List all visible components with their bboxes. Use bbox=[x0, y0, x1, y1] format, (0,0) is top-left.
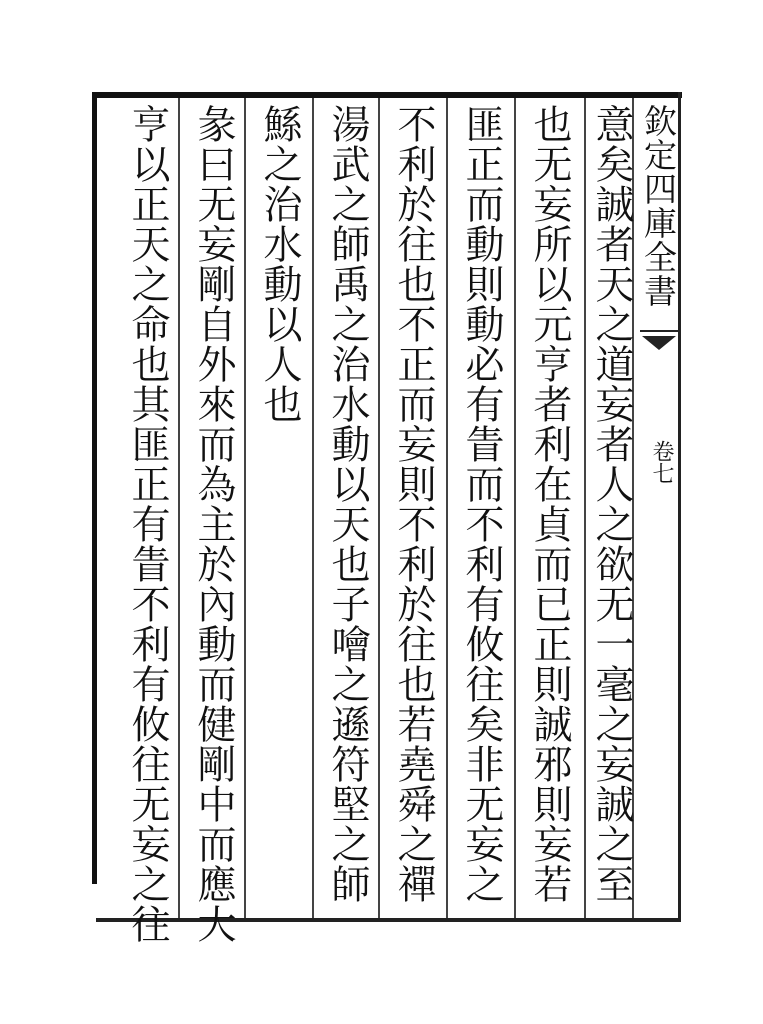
text-column-4: 不利於往也不正而妄則不利於往也若堯舜之禪 bbox=[391, 104, 436, 904]
column-rule bbox=[312, 98, 314, 918]
frame-left-border bbox=[92, 92, 97, 884]
text-column-7: 彖曰无妄剛自外來而為主於內動而健剛中而應大 bbox=[191, 104, 236, 944]
frame-right-border bbox=[678, 92, 681, 922]
frame-top-border bbox=[92, 92, 682, 98]
text-column-8: 亨以正天之命也其匪正有眚不利有攸往无妄之往 bbox=[125, 104, 170, 944]
fish-tail-mark bbox=[642, 336, 676, 350]
frame-bottom-border bbox=[96, 918, 680, 922]
text-column-2: 也无妄所以元亨者利在貞而已正則誠邪則妄若 bbox=[527, 104, 572, 904]
column-rule bbox=[178, 98, 180, 918]
column-rule bbox=[244, 98, 246, 918]
column-rule bbox=[378, 98, 380, 918]
text-column-6: 鯀之治水動以人也 bbox=[257, 104, 302, 424]
text-column-1: 意矣誠者天之道妄者人之欲无一毫之妄誠之至 bbox=[589, 104, 634, 904]
column-rule bbox=[584, 98, 586, 918]
margin-divider bbox=[640, 330, 678, 332]
column-rule bbox=[446, 98, 448, 918]
book-title: 欽定四庫全書 bbox=[639, 104, 678, 308]
text-column-5: 湯武之師禹之治水動以天也子噲之遜符堅之師 bbox=[325, 104, 370, 904]
volume-label: 卷七 bbox=[649, 440, 674, 484]
text-column-3: 匪正而動則動必有眚而不利有攸往矣非无妄之 bbox=[459, 104, 504, 904]
column-rule bbox=[514, 98, 516, 918]
